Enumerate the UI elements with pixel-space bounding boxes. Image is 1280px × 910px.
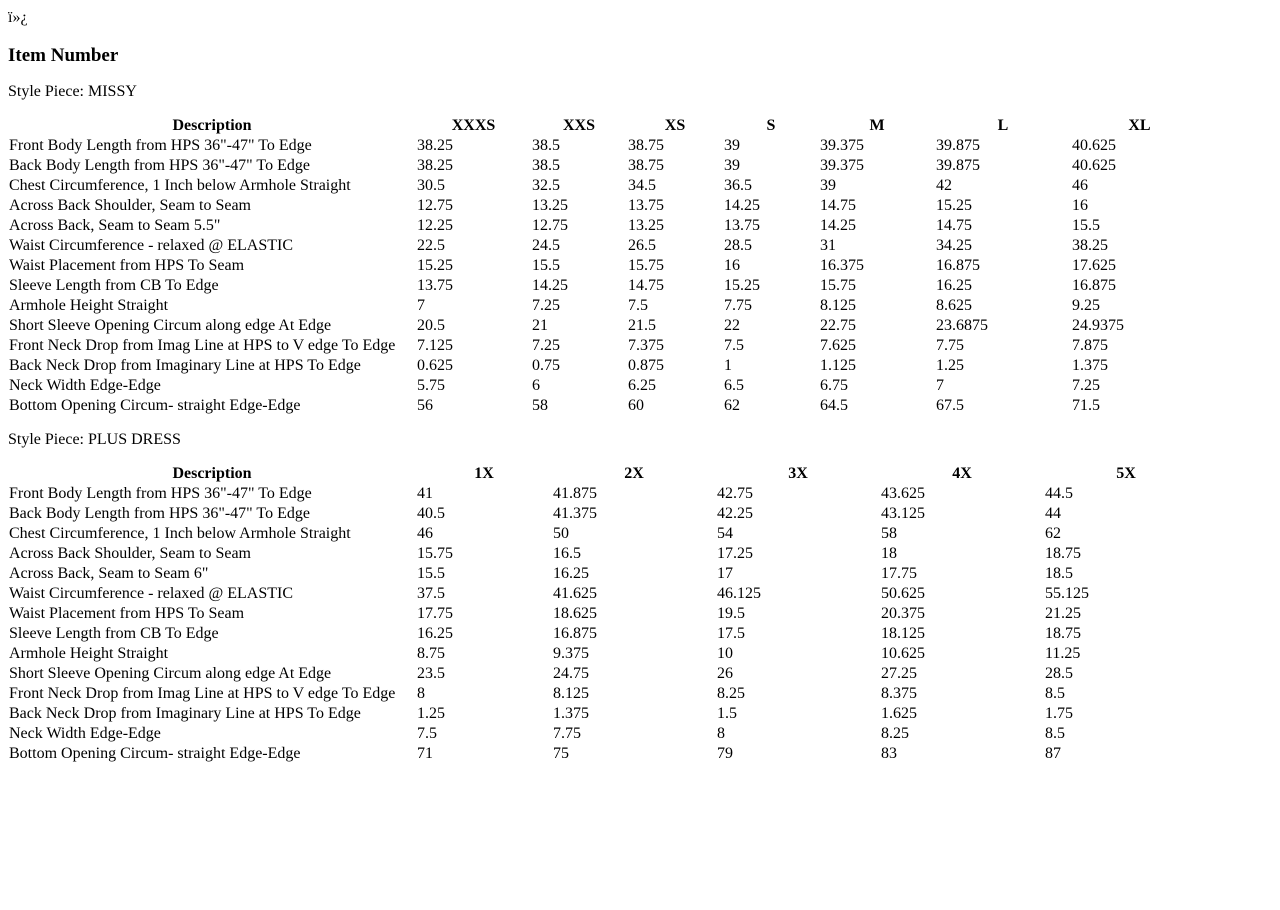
measurement-value-cell: 24.5: [532, 237, 560, 254]
measurement-value-cell: 50: [553, 525, 569, 542]
measurement-value-cell: 9.375: [553, 645, 589, 662]
measurement-value-cell: 6.75: [820, 377, 848, 394]
measurement-value-cell: 20.375: [881, 605, 925, 622]
measurement-value-cell: 15.75: [628, 257, 664, 274]
measurement-description-cell: Neck Width Edge-Edge: [9, 725, 161, 742]
spec-table-plus-dress: [8, 464, 1208, 764]
table-row: [8, 156, 1208, 176]
measurement-value-cell: 15.25: [724, 277, 760, 294]
measurement-description-cell: Front Body Length from HPS 36"-47" To Edge: [9, 137, 312, 154]
spec-table-header: [8, 116, 1208, 136]
measurement-value-cell: 6.25: [628, 377, 656, 394]
measurement-value-cell: 8.5: [1045, 685, 1065, 702]
measurement-value-cell: 16.25: [417, 625, 453, 642]
measurement-description-cell: Short Sleeve Opening Circum along edge At Edge: [9, 317, 332, 334]
measurement-value-cell: 13.75: [724, 217, 760, 234]
measurement-value-cell: 5.75: [417, 377, 445, 394]
measurement-value-cell: 16.5: [553, 545, 581, 562]
measurement-value-cell: 12.75: [532, 217, 568, 234]
table-row: [8, 216, 1208, 236]
measurement-value-cell: 8.125: [553, 685, 589, 702]
measurement-value-cell: 16.875: [553, 625, 597, 642]
measurement-value-cell: 8.25: [881, 725, 909, 742]
measurement-value-cell: 34.25: [936, 237, 972, 254]
measurement-value-cell: 41: [417, 485, 433, 502]
column-header-size: XL: [1128, 117, 1151, 134]
measurement-value-cell: 8.5: [1045, 725, 1065, 742]
measurement-value-cell: 27.25: [881, 665, 917, 682]
measurement-value-cell: 39.875: [936, 157, 980, 174]
byte-order-mark-text: ï»¿: [8, 9, 28, 26]
measurement-description-cell: Back Body Length from HPS 36"-47" To Edge: [9, 505, 310, 522]
measurement-value-cell: 43.625: [881, 485, 925, 502]
measurement-value-cell: 1.375: [1072, 357, 1108, 374]
header-row: [8, 116, 1208, 136]
measurement-description-cell: Sleeve Length from CB To Edge: [9, 277, 219, 294]
measurement-value-cell: 41.625: [553, 585, 597, 602]
measurement-value-cell: 54: [717, 525, 733, 542]
measurement-description-cell: Back Body Length from HPS 36"-47" To Edge: [9, 157, 310, 174]
measurement-value-cell: 0.75: [532, 357, 560, 374]
measurement-value-cell: 17.75: [417, 605, 453, 622]
measurement-value-cell: 32.5: [532, 177, 560, 194]
measurement-value-cell: 16: [1072, 197, 1088, 214]
column-header-size: M: [869, 117, 885, 134]
measurement-value-cell: 17: [717, 565, 733, 582]
measurement-value-cell: 19.5: [717, 605, 745, 622]
measurement-description-cell: Front Neck Drop from Imag Line at HPS to V edge To Edge: [9, 685, 396, 702]
measurement-description-cell: Across Back Shoulder, Seam to Seam: [9, 197, 251, 214]
measurement-value-cell: 50.625: [881, 585, 925, 602]
measurement-value-cell: 30.5: [417, 177, 445, 194]
measurement-value-cell: 23.5: [417, 665, 445, 682]
measurement-value-cell: 18.5: [1045, 565, 1073, 582]
measurement-value-cell: 12.75: [417, 197, 453, 214]
measurement-value-cell: 11.25: [1045, 645, 1081, 662]
measurement-value-cell: 13.25: [532, 197, 568, 214]
table-row: [8, 564, 1208, 584]
measurement-value-cell: 1.125: [820, 357, 856, 374]
measurement-value-cell: 14.25: [724, 197, 760, 214]
measurement-value-cell: 7.25: [1072, 377, 1100, 394]
measurement-value-cell: 75: [553, 745, 569, 762]
measurement-value-cell: 17.75: [881, 565, 917, 582]
table-row: [8, 376, 1208, 396]
measurement-value-cell: 43.125: [881, 505, 925, 522]
measurement-value-cell: 1.25: [936, 357, 964, 374]
measurement-value-cell: 28.5: [724, 237, 752, 254]
spec-table-body: [8, 136, 1208, 416]
spec-table-missy: [8, 116, 1208, 416]
measurement-value-cell: 39: [724, 137, 740, 154]
measurement-value-cell: 18.75: [1045, 625, 1081, 642]
measurement-value-cell: 87: [1045, 745, 1061, 762]
measurement-description-cell: Armhole Height Straight: [9, 297, 169, 314]
table-row: [8, 356, 1208, 376]
measurement-value-cell: 64.5: [820, 397, 848, 414]
table-row: [8, 236, 1208, 256]
measurement-value-cell: 8.125: [820, 297, 856, 314]
measurement-value-cell: 24.75: [553, 665, 589, 682]
spec-table-header: [8, 464, 1208, 484]
measurement-value-cell: 8: [717, 725, 725, 742]
column-header-size: 3X: [788, 465, 808, 482]
measurement-value-cell: 37.5: [417, 585, 445, 602]
table-row: [8, 396, 1208, 416]
measurement-value-cell: 8.25: [717, 685, 745, 702]
measurement-value-cell: 14.75: [820, 197, 856, 214]
measurement-value-cell: 7: [417, 297, 425, 314]
measurement-value-cell: 13.25: [628, 217, 664, 234]
measurement-value-cell: 23.6875: [936, 317, 988, 334]
measurement-value-cell: 42: [936, 177, 952, 194]
measurement-value-cell: 71: [417, 745, 433, 762]
measurement-value-cell: 18.125: [881, 625, 925, 642]
measurement-value-cell: 1.625: [881, 705, 917, 722]
measurement-value-cell: 15.5: [417, 565, 445, 582]
measurement-value-cell: 39: [724, 157, 740, 174]
measurement-value-cell: 26: [717, 665, 733, 682]
measurement-description-cell: Front Neck Drop from Imag Line at HPS to V edge To Edge: [9, 337, 396, 354]
measurement-description-cell: Waist Placement from HPS To Seam: [9, 257, 245, 274]
measurement-value-cell: 1.75: [1045, 705, 1073, 722]
measurement-value-cell: 62: [1045, 525, 1061, 542]
measurement-value-cell: 12.25: [417, 217, 453, 234]
measurement-value-cell: 40.5: [417, 505, 445, 522]
measurement-value-cell: 14.75: [628, 277, 664, 294]
measurement-description-cell: Bottom Opening Circum- straight Edge-Edge: [9, 745, 301, 762]
measurement-value-cell: 62: [724, 397, 740, 414]
table-row: [8, 544, 1208, 564]
measurement-value-cell: 20.5: [417, 317, 445, 334]
measurement-description-cell: Across Back Shoulder, Seam to Seam: [9, 545, 251, 562]
table-row: [8, 296, 1208, 316]
measurement-value-cell: 56: [417, 397, 433, 414]
measurement-value-cell: 44: [1045, 505, 1061, 522]
measurement-value-cell: 7.125: [417, 337, 453, 354]
column-header-size: XXS: [562, 117, 595, 134]
measurement-value-cell: 18: [881, 545, 897, 562]
measurement-value-cell: 39.375: [820, 157, 864, 174]
column-header-size: XXXS: [451, 117, 496, 134]
header-row: [8, 464, 1208, 484]
measurement-value-cell: 34.5: [628, 177, 656, 194]
measurement-description-cell: Front Body Length from HPS 36"-47" To Edge: [9, 485, 312, 502]
measurement-value-cell: 15.5: [532, 257, 560, 274]
measurement-value-cell: 58: [532, 397, 548, 414]
measurement-value-cell: 1: [724, 357, 732, 374]
table-row: [8, 684, 1208, 704]
measurement-value-cell: 14.25: [532, 277, 568, 294]
measurement-value-cell: 16.25: [553, 565, 589, 582]
column-header-description: Description: [172, 465, 252, 482]
column-header-size: 2X: [624, 465, 644, 482]
column-header-size: 1X: [474, 465, 494, 482]
measurement-value-cell: 7.5: [724, 337, 744, 354]
measurement-value-cell: 46: [417, 525, 433, 542]
measurement-value-cell: 17.625: [1072, 257, 1116, 274]
table-row: [8, 664, 1208, 684]
column-header-size: S: [766, 117, 776, 134]
spec-table-body: [8, 484, 1208, 764]
measurement-value-cell: 16.875: [1072, 277, 1116, 294]
measurement-value-cell: 71.5: [1072, 397, 1100, 414]
measurement-value-cell: 8.75: [417, 645, 445, 662]
table-row: [8, 604, 1208, 624]
measurement-value-cell: 39: [820, 177, 836, 194]
measurement-value-cell: 41.875: [553, 485, 597, 502]
measurement-value-cell: 8.625: [936, 297, 972, 314]
measurement-value-cell: 0.625: [417, 357, 453, 374]
measurement-value-cell: 6: [532, 377, 540, 394]
measurement-value-cell: 67.5: [936, 397, 964, 414]
measurement-value-cell: 7.75: [724, 297, 752, 314]
measurement-value-cell: 1.25: [417, 705, 445, 722]
measurement-description-cell: Short Sleeve Opening Circum along edge At Edge: [9, 665, 332, 682]
measurement-description-cell: Waist Placement from HPS To Seam: [9, 605, 245, 622]
measurement-value-cell: 28.5: [1045, 665, 1073, 682]
measurement-value-cell: 83: [881, 745, 897, 762]
measurement-value-cell: 1.5: [717, 705, 737, 722]
measurement-value-cell: 7.625: [820, 337, 856, 354]
table-row: [8, 196, 1208, 216]
style-piece-label-missy: Style Piece: MISSY: [8, 83, 137, 100]
measurement-value-cell: 79: [717, 745, 733, 762]
table-row: [8, 336, 1208, 356]
measurement-value-cell: 39.875: [936, 137, 980, 154]
measurement-value-cell: 16.25: [936, 277, 972, 294]
measurement-value-cell: 0.875: [628, 357, 664, 374]
measurement-value-cell: 8.375: [881, 685, 917, 702]
measurement-description-cell: Bottom Opening Circum- straight Edge-Edge: [9, 397, 301, 414]
measurement-value-cell: 16.875: [936, 257, 980, 274]
measurement-value-cell: 13.75: [628, 197, 664, 214]
measurement-value-cell: 22.75: [820, 317, 856, 334]
measurement-value-cell: 21.5: [628, 317, 656, 334]
measurement-value-cell: 42.25: [717, 505, 753, 522]
measurement-value-cell: 10.625: [881, 645, 925, 662]
table-row: [8, 744, 1208, 764]
measurement-description-cell: Waist Circumference - relaxed @ ELASTIC: [9, 237, 294, 254]
measurement-value-cell: 9.25: [1072, 297, 1100, 314]
measurement-description-cell: Across Back, Seam to Seam 5.5": [9, 217, 221, 234]
measurement-value-cell: 21.25: [1045, 605, 1081, 622]
column-header-size: 5X: [1116, 465, 1136, 482]
measurement-value-cell: 15.75: [417, 545, 453, 562]
table-row: [8, 584, 1208, 604]
table-row: [8, 316, 1208, 336]
measurement-value-cell: 7.75: [936, 337, 964, 354]
measurement-value-cell: 15.25: [936, 197, 972, 214]
measurement-value-cell: 17.5: [717, 625, 745, 642]
measurement-value-cell: 7.5: [628, 297, 648, 314]
table-row: [8, 484, 1208, 504]
measurement-value-cell: 7.25: [532, 337, 560, 354]
measurement-value-cell: 40.625: [1072, 137, 1116, 154]
page-title: Item Number: [8, 45, 119, 66]
measurement-value-cell: 14.25: [820, 217, 856, 234]
measurement-value-cell: 8: [417, 685, 425, 702]
measurement-value-cell: 18.75: [1045, 545, 1081, 562]
table-row: [8, 644, 1208, 664]
measurement-value-cell: 24.9375: [1072, 317, 1124, 334]
table-row: [8, 504, 1208, 524]
measurement-value-cell: 60: [628, 397, 644, 414]
measurement-value-cell: 7: [936, 377, 944, 394]
measurement-value-cell: 46.125: [717, 585, 761, 602]
measurement-description-cell: Chest Circumference, 1 Inch below Armhole Straight: [9, 525, 351, 542]
table-row: [8, 256, 1208, 276]
measurement-value-cell: 38.75: [628, 137, 664, 154]
column-header-size: XS: [664, 117, 686, 134]
measurement-value-cell: 36.5: [724, 177, 752, 194]
measurement-value-cell: 42.75: [717, 485, 753, 502]
measurement-description-cell: Chest Circumference, 1 Inch below Armhole Straight: [9, 177, 351, 194]
table-row: [8, 704, 1208, 724]
measurement-value-cell: 22: [724, 317, 740, 334]
measurement-value-cell: 10: [717, 645, 733, 662]
measurement-value-cell: 38.75: [628, 157, 664, 174]
measurement-value-cell: 6.5: [724, 377, 744, 394]
table-row: [8, 276, 1208, 296]
measurement-value-cell: 7.25: [532, 297, 560, 314]
measurement-description-cell: Back Neck Drop from Imaginary Line at HPS To Edge: [9, 705, 361, 722]
style-piece-label-plus-dress: Style Piece: PLUS DRESS: [8, 431, 181, 448]
measurement-value-cell: 16.375: [820, 257, 864, 274]
measurement-value-cell: 46: [1072, 177, 1088, 194]
measurement-value-cell: 39.375: [820, 137, 864, 154]
measurement-description-cell: Sleeve Length from CB To Edge: [9, 625, 219, 642]
measurement-value-cell: 15.5: [1072, 217, 1100, 234]
measurement-description-cell: Across Back, Seam to Seam 6": [9, 565, 209, 582]
measurement-value-cell: 13.75: [417, 277, 453, 294]
column-header-description: Description: [172, 117, 252, 134]
measurement-value-cell: 22.5: [417, 237, 445, 254]
measurement-value-cell: 17.25: [717, 545, 753, 562]
measurement-value-cell: 7.75: [553, 725, 581, 742]
measurement-value-cell: 41.375: [553, 505, 597, 522]
column-header-size: 4X: [952, 465, 972, 482]
measurement-value-cell: 38.25: [417, 137, 453, 154]
measurement-description-cell: Waist Circumference - relaxed @ ELASTIC: [9, 585, 294, 602]
measurement-value-cell: 15.75: [820, 277, 856, 294]
measurement-value-cell: 7.5: [417, 725, 437, 742]
measurement-value-cell: 38.5: [532, 137, 560, 154]
measurement-description-cell: Armhole Height Straight: [9, 645, 169, 662]
measurement-value-cell: 18.625: [553, 605, 597, 622]
measurement-value-cell: 40.625: [1072, 157, 1116, 174]
column-header-size: L: [997, 117, 1009, 134]
measurement-value-cell: 14.75: [936, 217, 972, 234]
measurement-value-cell: 15.25: [417, 257, 453, 274]
measurement-value-cell: 38.25: [1072, 237, 1108, 254]
measurement-value-cell: 7.875: [1072, 337, 1108, 354]
table-row: [8, 524, 1208, 544]
table-row: [8, 176, 1208, 196]
measurement-value-cell: 16: [724, 257, 740, 274]
measurement-value-cell: 44.5: [1045, 485, 1073, 502]
measurement-value-cell: 31: [820, 237, 836, 254]
table-row: [8, 136, 1208, 156]
measurement-value-cell: 55.125: [1045, 585, 1089, 602]
table-row: [8, 724, 1208, 744]
measurement-description-cell: Back Neck Drop from Imaginary Line at HPS To Edge: [9, 357, 361, 374]
measurement-value-cell: 26.5: [628, 237, 656, 254]
measurement-value-cell: 38.25: [417, 157, 453, 174]
measurement-description-cell: Neck Width Edge-Edge: [9, 377, 161, 394]
measurement-value-cell: 58: [881, 525, 897, 542]
measurement-value-cell: 1.375: [553, 705, 589, 722]
measurement-value-cell: 7.375: [628, 337, 664, 354]
measurement-value-cell: 38.5: [532, 157, 560, 174]
table-row: [8, 624, 1208, 644]
measurement-value-cell: 21: [532, 317, 548, 334]
